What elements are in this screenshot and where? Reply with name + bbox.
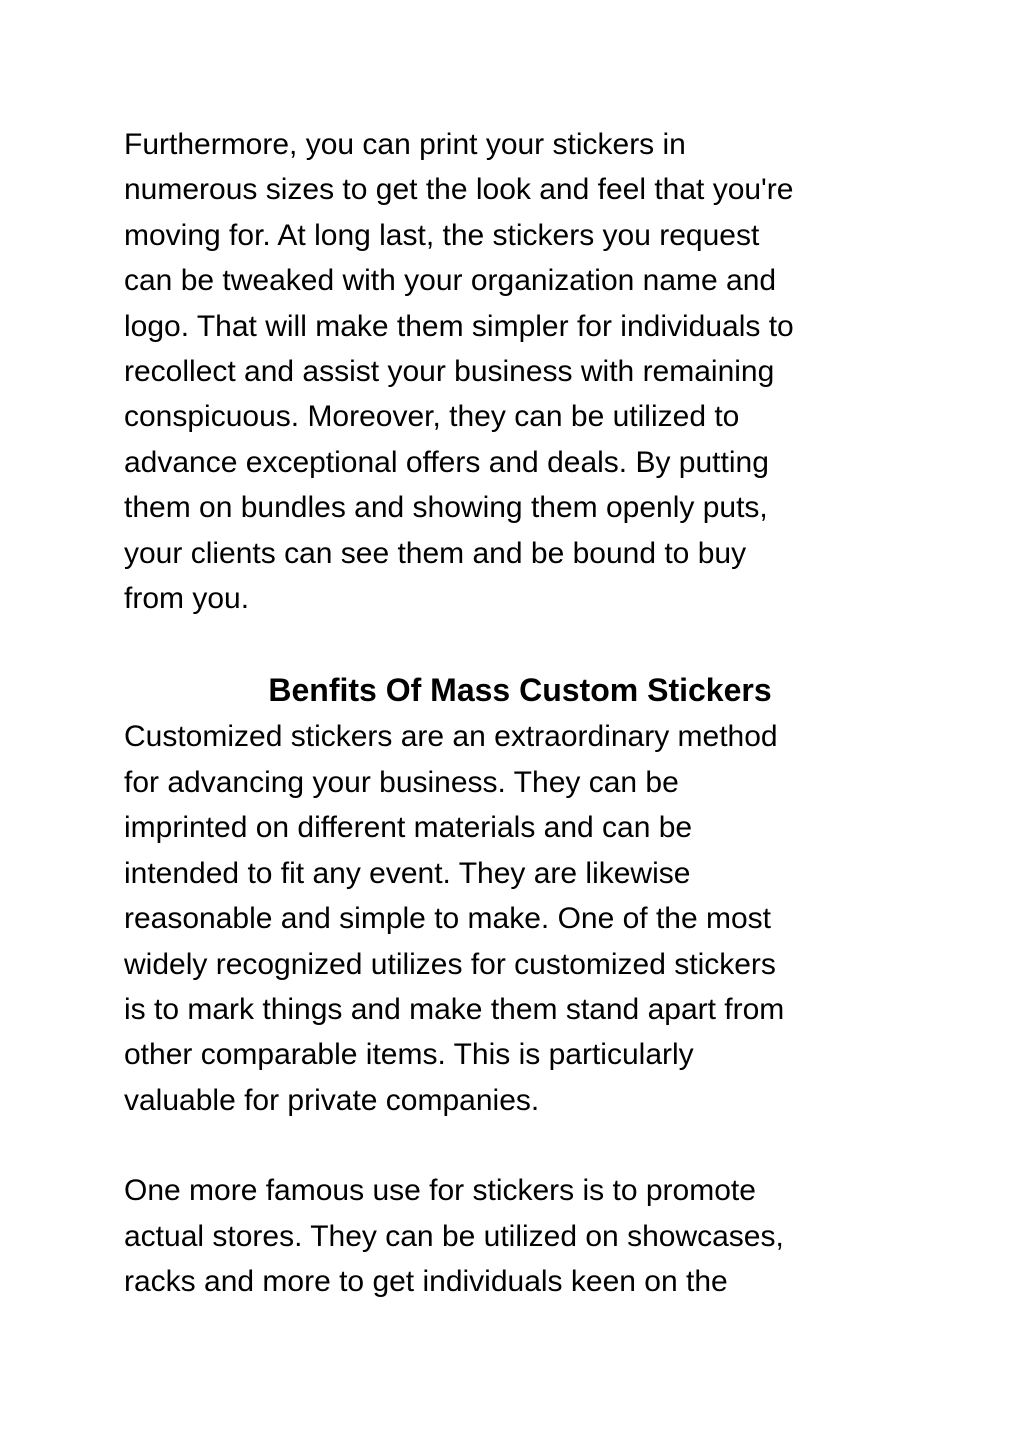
paragraph-spacer (124, 1123, 904, 1168)
document-body (124, 122, 904, 1304)
paragraph-intro: Furthermore, you can print your stickers in numerous sizes to get the look and feel that you're moving for. At long last, the stickers you request can be tweaked with your organization name and logo. That will make them simpler for individuals to recollect and assist your business with remaining conspicuous. Moreover, they can be utilized to advance exceptional offers and deals. By putting them on bundles and showing them openly puts, your clients can see them and be bound to buy from you. (124, 128, 794, 616)
paragraph-benefits: Customized stickers are an extraordinary method for advancing your business. They can be imprinted on different materials and can be intended to fit any event. They are likewise reasonable and simple to make. One of the most widely recognized utilizes for customized stickers is to mark things and make them stand apart from other comparable items. This is particularly valuable for private companies. (124, 720, 785, 1117)
section-heading: Benfits Of Mass Custom Stickers (268, 672, 772, 709)
paragraph-spacer (124, 621, 904, 666)
paragraph-stores: One more famous use for stickers is to promote actual stores. They can be utilized on showcases, racks and more to get individuals keen on the (124, 1174, 784, 1298)
